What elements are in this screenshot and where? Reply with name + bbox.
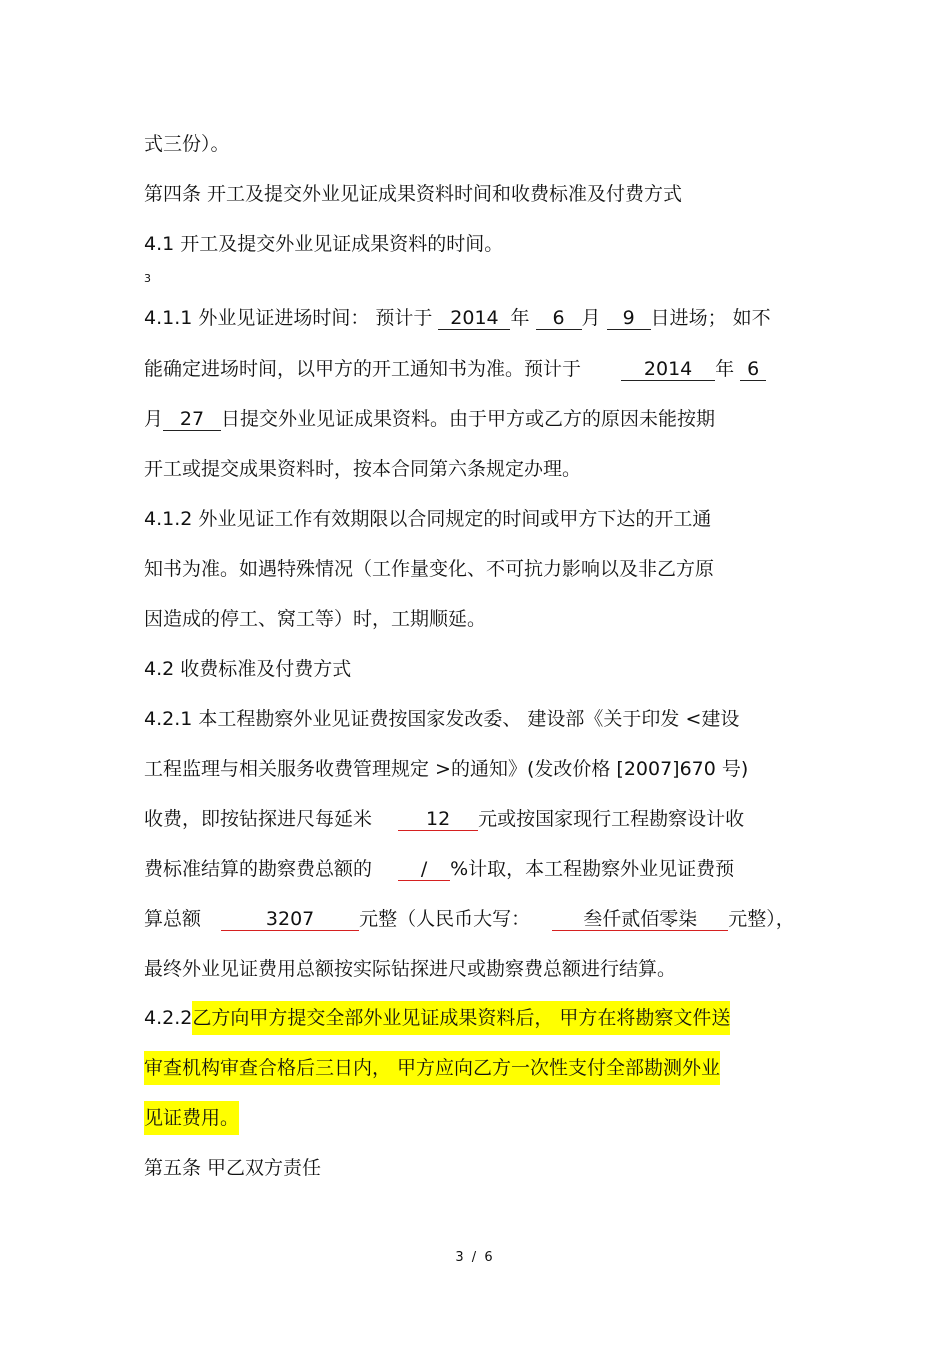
text: 收费，即按钻探进尺每延米 xyxy=(144,808,373,830)
paragraph-line xyxy=(144,130,230,158)
paragraph-line xyxy=(144,405,715,433)
text: 日进场； 如不 xyxy=(650,307,771,329)
text: 因造成的停工、窝工等）时，工期顺延。 xyxy=(144,608,487,630)
submit-day-field: 27 xyxy=(163,408,221,431)
text: 年 xyxy=(715,358,735,380)
paragraph-line xyxy=(144,505,711,533)
text: 元整（人民币大写： xyxy=(359,908,531,930)
article-heading xyxy=(144,180,682,208)
text: 能确定进场时间，以甲方的开工通知书为准。预计于 xyxy=(144,358,582,380)
text: 年 xyxy=(510,307,530,329)
text: 日提交外业见证成果资料。由于甲方或乙方的原因未能按期 xyxy=(221,408,716,430)
text: 第五条 甲乙双方责任 xyxy=(144,1157,322,1179)
highlighted-line xyxy=(144,1104,239,1132)
text: 第四条 开工及提交外业见证成果资料时间和收费标准及付费方式 xyxy=(144,183,683,205)
start-month-field: 6 xyxy=(536,307,582,330)
percent-field: / xyxy=(398,858,450,881)
paragraph-line xyxy=(144,355,766,383)
total-amount-uppercase-field: 叁仟贰佰零柒 xyxy=(552,908,728,931)
text: 元或按国家现行工程勘察设计收 xyxy=(478,808,745,830)
text: 月 xyxy=(581,307,601,329)
text: 知书为准。如遇特殊情况（工作量变化、不可抗力影响以及非乙方原 xyxy=(144,558,715,580)
paragraph-line xyxy=(144,805,744,833)
highlighted-line xyxy=(144,1004,730,1032)
highlighted-text: 见证费用。 xyxy=(144,1101,239,1135)
text: 4.2.1 本工程勘察外业见证费按国家发改委、 建设部《关于印发 <建设 xyxy=(144,708,740,730)
text: 算总额 xyxy=(144,908,202,930)
paragraph-line xyxy=(144,605,486,633)
text: 式三份）。 xyxy=(144,133,230,155)
text: %计取，本工程勘察外业见证费预 xyxy=(450,858,735,880)
article-heading xyxy=(144,1154,321,1182)
paragraph-line xyxy=(144,555,714,583)
text: 4.1 开工及提交外业见证成果资料的时间。 xyxy=(144,233,504,255)
submit-year-field: 2014 xyxy=(621,358,715,381)
rate-per-meter-field: 12 xyxy=(398,808,478,831)
section-heading xyxy=(144,655,351,683)
text: 工程监理与相关服务收费管理规定 >的通知》(发改价格 [2007]670 号) xyxy=(144,758,749,780)
text: 4.1.2 外业见证工作有效期限以合同规定的时间或甲方下达的开工通 xyxy=(144,508,712,530)
start-year-field: 2014 xyxy=(438,307,510,330)
text: 月 xyxy=(144,408,164,430)
text: 4.1.1 外业见证进场时间： 预计于 xyxy=(144,307,433,329)
text: 4.2.2 xyxy=(144,1007,193,1029)
paragraph-line xyxy=(144,705,739,733)
paragraph-line xyxy=(144,905,795,933)
paragraph-line xyxy=(144,455,581,483)
small-marker: 3 xyxy=(144,272,151,285)
page-number: 3 / 6 xyxy=(455,1250,495,1265)
paragraph-line xyxy=(144,955,676,983)
text: 4.2 收费标准及付费方式 xyxy=(144,658,352,680)
start-day-field: 9 xyxy=(607,307,651,330)
highlighted-line xyxy=(144,1054,720,1082)
text: 元整）， xyxy=(728,908,795,930)
paragraph-line xyxy=(144,304,771,332)
highlighted-text: 乙方向甲方提交全部外业见证成果资料后， 甲方在将勘察文件送 xyxy=(192,1001,730,1035)
paragraph-line xyxy=(144,855,734,883)
text: 最终外业见证费用总额按实际钻探进尺或勘察费总额进行结算。 xyxy=(144,958,677,980)
paragraph-line xyxy=(144,755,748,783)
text: 开工或提交成果资料时，按本合同第六条规定办理。 xyxy=(144,458,582,480)
total-amount-field: 3207 xyxy=(221,908,359,931)
highlighted-text: 审查机构审查合格后三日内， 甲方应向乙方一次性支付全部勘测外业 xyxy=(144,1051,720,1085)
submit-month-field: 6 xyxy=(740,358,766,381)
section-heading xyxy=(144,230,503,258)
text: 费标准结算的勘察费总额的 xyxy=(144,858,373,880)
